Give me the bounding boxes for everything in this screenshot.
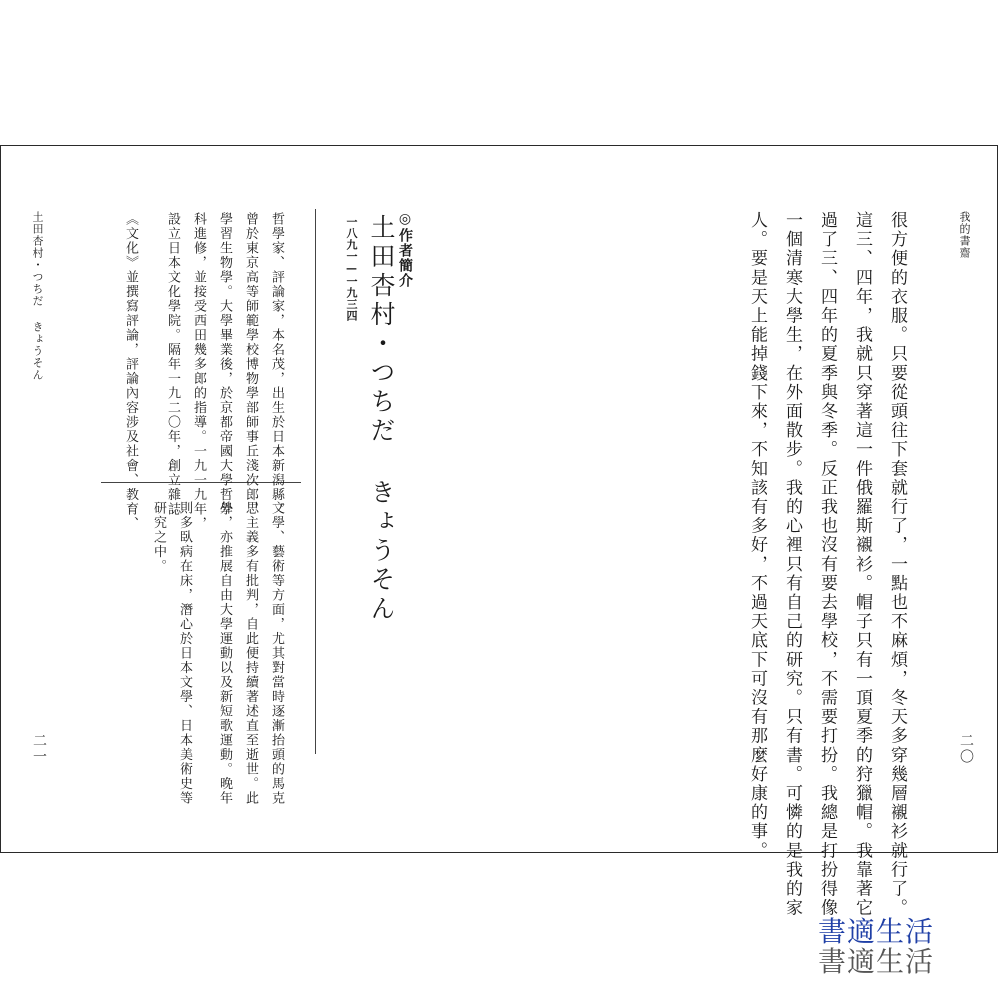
watermark-line-2: 書適生活	[818, 945, 935, 978]
book-spread	[0, 145, 998, 918]
bio-upper-col-5: 設立日本文化學院。隔年一九二〇年，創立雜誌	[165, 212, 180, 517]
author-label: ◎作者簡介	[397, 211, 413, 288]
bio-lower-col-3: 外，亦推展自由大學運動以及新短歌運動。晚年	[217, 501, 232, 806]
right-body-col-2: 這三、四年，我就只穿著這一件俄羅斯襯衫。帽子只有一頂夏季的狩獵帽。我靠著它	[852, 211, 872, 918]
watermark-line-1: 書適生活	[818, 915, 935, 948]
bio-upper-col-6: 《文化》並撰寫評論，評論內容涉及社會、教育、	[123, 212, 138, 531]
author-name: 土田杏村・つちだ きょうそん	[367, 214, 396, 624]
bio-lower-col-4: 則多臥病在床，潛心於日本文學、日本美術史等	[177, 501, 192, 806]
bio-lower-col-5: 研究之中。	[151, 501, 166, 574]
right-body-col-5: 人。要是天上能掉錢下來，不知該有多好，不過天底下可沒有那麼好康的事。	[747, 211, 767, 861]
left-running-header: 土田杏村・つちだ きょうそん	[31, 211, 44, 381]
right-body-col-1: 很方便的衣服。只要從頭往下套就行了，一點也不麻煩，冬天多穿幾層襯衫就行了。	[887, 211, 907, 918]
right-body-col-3: 過了三、四年的夏季與冬季。反正我也沒有要去學校，不需要打扮。我總是打扮得像	[817, 211, 837, 918]
bio-upper-col-3: 學習生物學。大學畢業後，於京都帝國大學哲學	[217, 212, 232, 517]
bio-upper-col-1: 哲學家、評論家，本名茂，出生於日本新潟縣。	[269, 212, 284, 517]
right-body-col-4: 一個清寒大學生，在外面散步。我的心裡只有自己的研究。只有書。可憐的是我的家	[782, 211, 802, 918]
bio-lower-col-2: 思主義多有批判，自此便持續著述直至逝世。此	[243, 501, 258, 806]
bio-upper-col-4: 科進修，並接受西田幾多郎的指導。一九一九年，	[191, 212, 206, 531]
right-page-number: 二〇	[958, 733, 974, 765]
right-running-header: 我的書齋	[958, 211, 971, 259]
left-page-number: 二一	[31, 733, 47, 765]
bio-lower-col-1: 文學、藝術等方面，尤其對當時逐漸抬頭的馬克	[269, 501, 284, 806]
vertical-divider	[315, 209, 316, 754]
bio-upper-col-2: 曾於東京高等師範學校博物學部師事丘淺次郎，	[243, 212, 258, 517]
author-years: 一八九一—一九三四	[345, 216, 358, 322]
